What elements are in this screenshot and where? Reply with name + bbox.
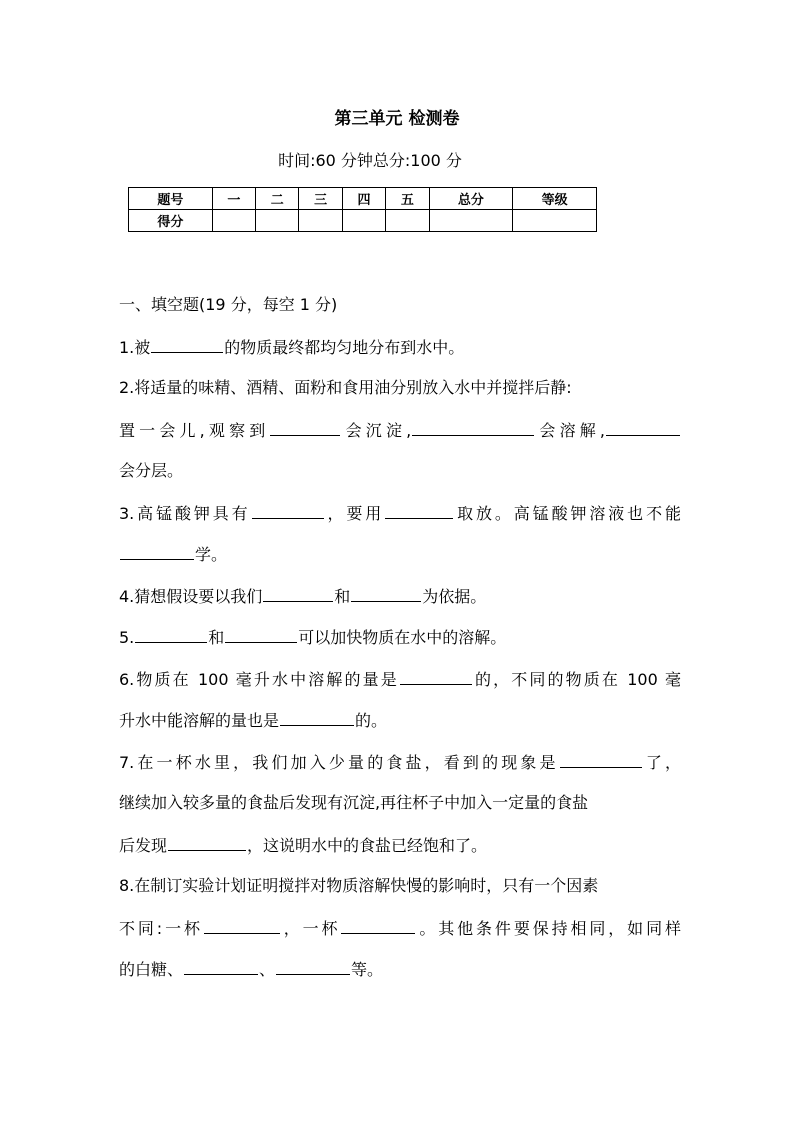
answer-blank[interactable] xyxy=(280,703,354,726)
question-2-line-3 xyxy=(119,454,681,496)
answer-blank[interactable] xyxy=(204,911,280,934)
question-8-line-2 xyxy=(119,911,681,953)
answer-blank[interactable] xyxy=(168,828,246,851)
question-4 xyxy=(119,579,681,621)
question-text: 升水中能溶解的量也是 xyxy=(119,711,280,730)
question-text: 置一会儿,观察到 xyxy=(119,420,270,440)
question-text: 会分层。 xyxy=(119,461,184,480)
question-text: 5. xyxy=(119,628,135,647)
question-7-line-1 xyxy=(119,745,681,787)
answer-blank[interactable] xyxy=(351,579,421,602)
score-entry-cell[interactable] xyxy=(342,210,385,232)
page-title: 第三单元 检测卷 xyxy=(334,109,460,129)
question-text: ，这说明水中的食盐已经饱和了。 xyxy=(247,835,488,855)
question-7-line-3 xyxy=(119,828,681,870)
question-text: 。其他条件要保持相同，如同样 xyxy=(416,918,681,938)
question-2-line-2 xyxy=(119,413,681,455)
exam-time-and-score: 时间:60 分钟总分:100 分 xyxy=(278,151,462,170)
score-table-cell: 等级 xyxy=(513,188,597,210)
question-text: 7.在一杯水里，我们加入少量的食盐，看到的现象是 xyxy=(119,752,559,772)
question-text: 4.猜想假设要以我们 xyxy=(119,586,263,606)
question-text: 3.高锰酸钾具有 xyxy=(119,503,251,523)
answer-blank[interactable] xyxy=(276,952,350,975)
question-text: 学。 xyxy=(195,545,228,564)
answer-blank[interactable] xyxy=(270,413,340,436)
score-table-score-row xyxy=(129,210,597,232)
score-table xyxy=(128,187,597,232)
question-text: 和 xyxy=(208,628,225,647)
question-text: 1.被 xyxy=(119,337,151,357)
question-text: ，一杯 xyxy=(280,918,341,938)
question-6-line-2 xyxy=(119,703,681,745)
answer-blank[interactable] xyxy=(120,537,194,560)
score-entry-cell[interactable] xyxy=(256,210,299,232)
score-table-cell: 三 xyxy=(299,188,342,210)
question-6-line-1 xyxy=(119,662,681,704)
question-text: 等。 xyxy=(351,960,384,979)
score-table-cell: 二 xyxy=(256,188,299,210)
answer-blank[interactable] xyxy=(560,745,642,768)
answer-blank[interactable] xyxy=(263,579,333,602)
question-2-line-1 xyxy=(119,371,681,413)
question-3-line-2 xyxy=(119,537,681,579)
question-text: 了， xyxy=(642,752,681,772)
question-text: 会沉淀, xyxy=(341,420,412,440)
score-table-cell: 四 xyxy=(342,188,385,210)
question-text: 的，不同的物质在 100 毫 xyxy=(472,669,681,689)
answer-blank[interactable] xyxy=(385,496,453,519)
question-text: ，要用 xyxy=(324,503,385,523)
answer-blank[interactable] xyxy=(606,413,680,436)
question-text: 继续加入较多量的食盐后发现有沉淀,再往杯子中加入一定量的食盐 xyxy=(119,793,589,812)
question-8-line-1 xyxy=(119,869,681,911)
question-text: 的物质最终都均匀地分布到水中。 xyxy=(224,337,465,357)
score-entry-cell[interactable] xyxy=(386,210,429,232)
score-entry-cell[interactable] xyxy=(299,210,342,232)
question-text: 后发现 xyxy=(119,835,168,855)
question-text: 为依据。 xyxy=(422,586,487,606)
score-table-header-row xyxy=(129,188,597,210)
score-table-cell: 五 xyxy=(386,188,429,210)
score-entry-cell[interactable] xyxy=(429,210,513,232)
question-text: 和 xyxy=(334,586,351,606)
question-1 xyxy=(119,330,681,372)
answer-blank[interactable] xyxy=(252,496,324,519)
score-entry-cell[interactable] xyxy=(513,210,597,232)
answer-blank[interactable] xyxy=(225,620,297,643)
answer-blank[interactable] xyxy=(184,952,258,975)
question-text: 会溶解, xyxy=(535,420,606,440)
question-text: 2.将适量的味精、酒精、面粉和食用油分别放入水中并搅拌后静: xyxy=(119,378,572,397)
score-table-cell: 一 xyxy=(212,188,255,210)
answer-blank[interactable] xyxy=(400,662,472,685)
section-heading: 一、填空题(19 分，每空 1 分) xyxy=(119,295,338,314)
score-table-cell: 题号 xyxy=(129,188,213,210)
question-5 xyxy=(119,620,681,662)
question-text: 8.在制订实验计划证明搅拌对物质溶解快慢的影响时，只有一个因素 xyxy=(119,876,599,895)
answer-blank[interactable] xyxy=(412,413,534,436)
score-entry-cell[interactable] xyxy=(212,210,255,232)
question-text: 的白糖、 xyxy=(119,960,184,979)
score-table-cell: 总分 xyxy=(429,188,513,210)
answer-blank[interactable] xyxy=(135,620,207,643)
answer-blank[interactable] xyxy=(151,330,223,353)
question-text: 6.物质在 100 毫升水中溶解的量是 xyxy=(119,669,399,689)
score-table-cell: 得分 xyxy=(129,210,213,232)
question-text: 的。 xyxy=(355,711,388,730)
question-7-line-2 xyxy=(119,786,681,828)
question-3-line-1 xyxy=(119,496,681,538)
question-text: 、 xyxy=(259,960,276,979)
question-text: 可以加快物质在水中的溶解。 xyxy=(298,628,507,647)
question-text: 不同:一杯 xyxy=(119,918,203,938)
question-section xyxy=(119,288,681,994)
question-text: 取放。高锰酸钾溶液也不能 xyxy=(454,503,681,523)
answer-blank[interactable] xyxy=(341,911,415,934)
question-8-line-3 xyxy=(119,952,681,994)
